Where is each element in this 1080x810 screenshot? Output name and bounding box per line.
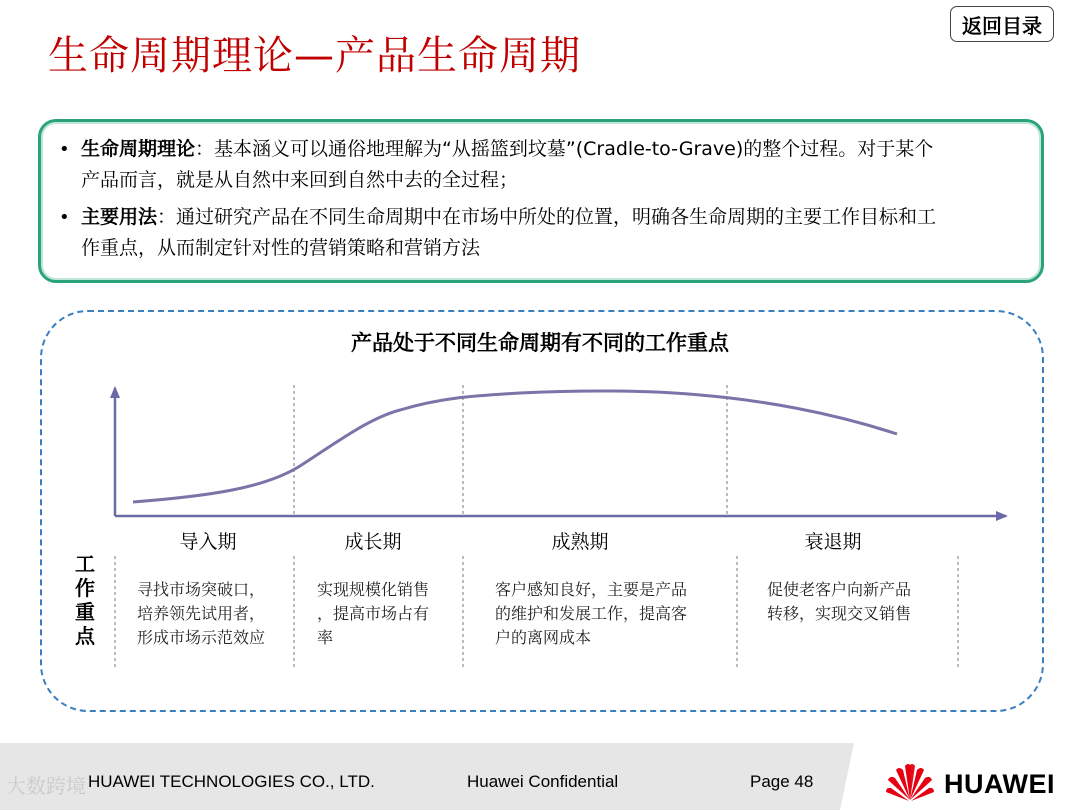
stage-desc-maturity bbox=[495, 578, 687, 650]
lifecycle-title: 产品处于不同生命周期有不同的工作重点 bbox=[351, 331, 729, 355]
bullet-icon: • bbox=[59, 139, 70, 160]
huawei-logo-text: HUAWEI bbox=[944, 769, 1055, 799]
bullet-icon: • bbox=[59, 207, 70, 228]
watermark: 大数跨境 bbox=[6, 774, 86, 798]
bullet-separator: ： bbox=[157, 206, 177, 228]
desc-line: 促使老客户向新产品 bbox=[767, 580, 912, 599]
desc-line: 转移，实现交叉销售 bbox=[767, 604, 912, 623]
bullet-text-cont: 作重点，从而制定针对性的营销策略和营销方法 bbox=[81, 237, 481, 259]
stage-label-intro: 导入期 bbox=[179, 531, 237, 553]
footer-company: HUAWEI TECHNOLOGIES CO., LTD. bbox=[88, 772, 375, 791]
desc-line: ，提高市场占有 bbox=[317, 604, 430, 623]
stage-desc-decline bbox=[767, 578, 911, 626]
bullet-text-cont: 产品而言，就是从自然中来回到自然中去的全过程； bbox=[81, 169, 519, 191]
huawei-logo-icon bbox=[884, 760, 936, 804]
lifecycle-curve bbox=[133, 391, 897, 502]
bullet-term: 主要用法 bbox=[81, 206, 158, 228]
bullet-term: 生命周期理论 bbox=[81, 138, 196, 160]
stage-desc-intro bbox=[137, 578, 265, 650]
page-title: 生命周期理论—产品生命周期 bbox=[48, 33, 581, 79]
stage-label-growth: 成长期 bbox=[344, 531, 402, 553]
stage-desc-growth bbox=[317, 578, 429, 650]
back-to-contents-button[interactable]: 返回目录 bbox=[950, 6, 1054, 42]
bullet-separator: ： bbox=[195, 138, 215, 160]
footer-confidential: Huawei Confidential bbox=[467, 772, 619, 791]
desc-line: 寻找市场突破口， bbox=[137, 580, 266, 599]
stage-label-maturity: 成熟期 bbox=[551, 531, 609, 553]
focus-char: 点 bbox=[75, 624, 95, 648]
focus-char: 工 bbox=[75, 552, 95, 576]
desc-line: 率 bbox=[317, 628, 334, 647]
desc-line: 形成市场示范效应 bbox=[137, 628, 266, 647]
work-focus-label bbox=[72, 552, 98, 648]
focus-char: 作 bbox=[75, 576, 95, 600]
bullet-text: 基本涵义可以通俗地理解为“从摇篮到坟墓”(Cradle-to-Grave)的整个过程。对于某个 bbox=[214, 138, 934, 160]
desc-line: 客户感知良好，主要是产品 bbox=[495, 580, 688, 599]
stage-label-decline: 衰退期 bbox=[804, 531, 862, 553]
footer-page-number: Page 48 bbox=[750, 772, 814, 791]
desc-line: 的维护和发展工作，提高客 bbox=[495, 604, 688, 623]
desc-line: 实现规模化销售 bbox=[317, 580, 430, 599]
bullet-text: 通过研究产品在不同生命周期中在市场中所处的位置，明确各生命周期的主要工作目标和工 bbox=[176, 206, 937, 228]
desc-line: 培养领先试用者， bbox=[137, 604, 266, 623]
focus-char: 重 bbox=[75, 600, 95, 624]
desc-line: 户的离网成本 bbox=[495, 628, 592, 647]
